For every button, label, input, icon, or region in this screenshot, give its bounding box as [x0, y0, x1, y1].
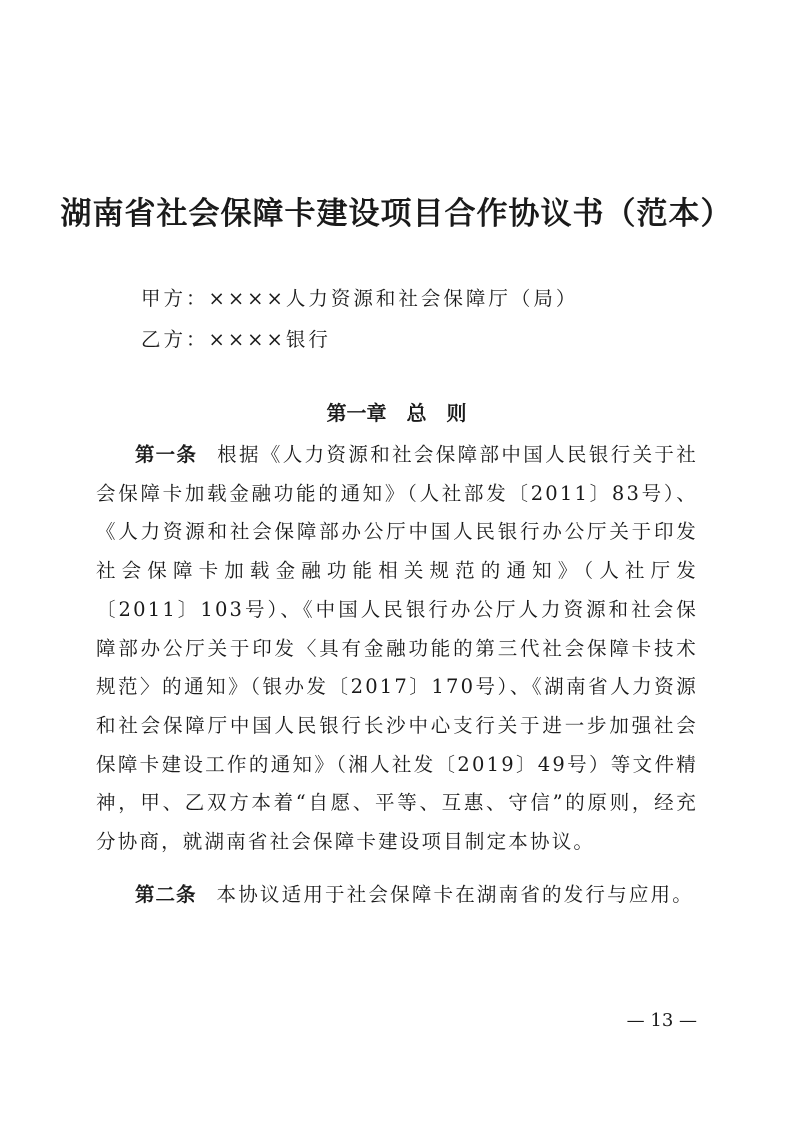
article-2-text: 本协议适用于社会保障卡在湖南省的发行与应用。	[216, 883, 694, 906]
article-1	[96, 436, 698, 862]
article-1-label: 第一条	[135, 443, 197, 466]
article-1-text: 根据《人力资源和社会保障部中国人民银行关于社会保障卡加载金融功能的通知》（人社部发〔2011〕83号）、《人力资源和社会保障部办公厅中国人民银行办公厅关于印发社会保障卡加载金融功能相关规范的通知》（人社厅发〔2011〕103号）、《中国人民银行办公厅人力资源和社会保障部办公厅关于印发〈具有金融功能的第三代社会保障卡技术规范〉的通知》（银办发〔2017〕170号）、《湖南省人力资源和社会保障厅中国人民银行长沙中心支行关于进一步加强社会保障卡建设工作的通知》（湘人社发〔2019〕49号）等文件精神，甲、乙双方本着“自愿、平等、互惠、守信”的原则，经充分协商，就湖南省社会保障卡建设项目制定本协议。	[96, 443, 698, 854]
page-number: — 13 —	[626, 1010, 697, 1031]
chapter-heading: 第一章 总 则	[326, 401, 467, 425]
article-2	[96, 876, 698, 915]
article-2-label: 第二条	[135, 883, 197, 906]
document-title: 湖南省社会保障卡建设项目合作协议书（范本）	[60, 196, 733, 232]
party-b: 乙方：××××银行	[141, 328, 331, 351]
party-a: 甲方：××××人力资源和社会保障厅（局）	[141, 287, 579, 310]
